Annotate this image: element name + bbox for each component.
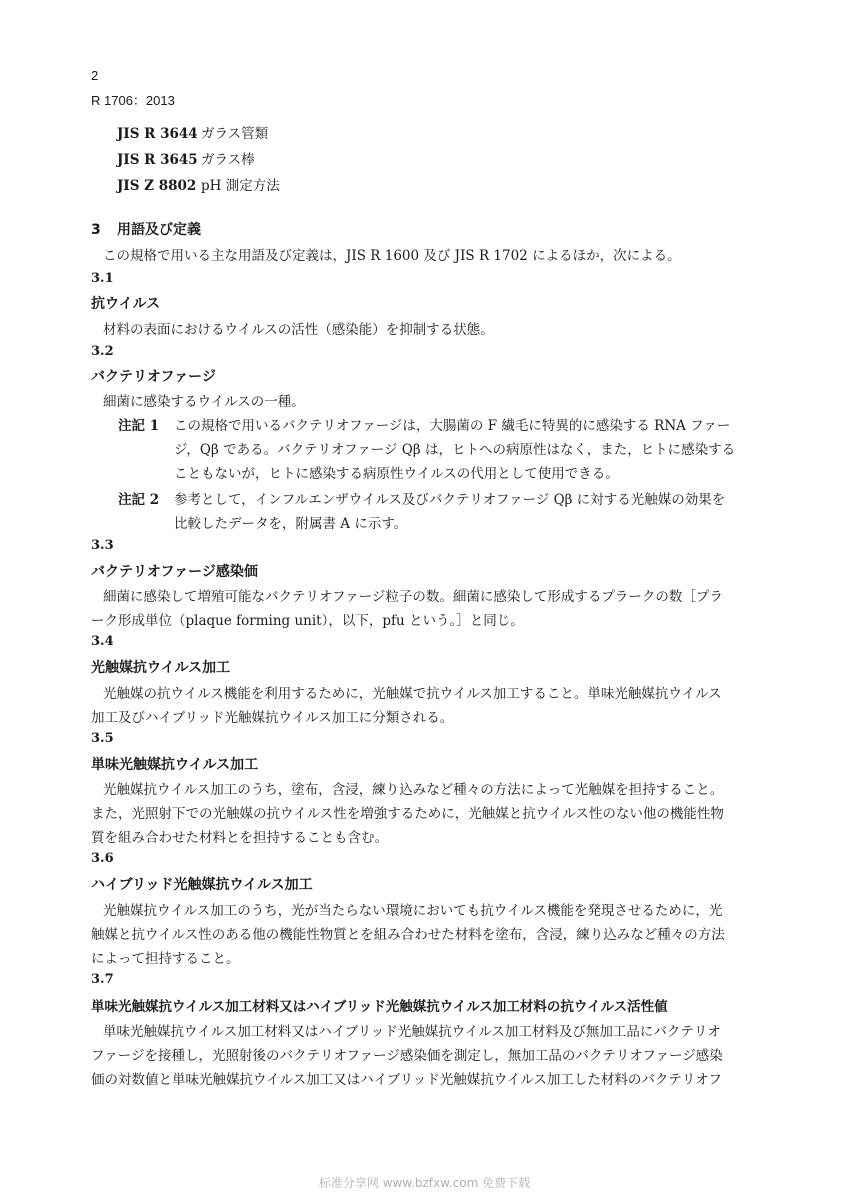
term-number: 3.5 <box>91 731 114 746</box>
term-definition: 光触媒抗ウイルス加工のうち，光が当たらない環境においても抗ウイルス機能を発現させるために，光 <box>103 903 723 919</box>
term-number: 3.1 <box>91 271 114 286</box>
note-text: この規格で用いるバクテリオファージは，大腸菌の F 繊毛に特異的に感染する RNA ファー <box>174 418 731 434</box>
term-definition: によって担持すること。 <box>91 951 240 967</box>
term-title: バクテリオファージ感染価 <box>91 564 258 580</box>
term-definition: 触媒と抗ウイルス性のある他の機能性物質とを組み合わせた材料を塗布，含浸，練り込みなど種々の方法 <box>91 927 725 943</box>
term-title: バクテリオファージ <box>91 369 216 385</box>
section-heading: 3 用語及び定義 <box>91 222 201 238</box>
reference-item: JIS R 3645 ガラス棒 <box>117 152 255 168</box>
term-definition: ーク形成単位（plaque forming unit），以下，pfu という。］と同じ。 <box>91 613 524 629</box>
note-label: 注記 2 <box>118 492 160 508</box>
term-title: 抗ウイルス <box>91 296 161 312</box>
term-definition: 加工及びハイブリッド光触媒抗ウイルス加工に分類される。 <box>91 710 454 726</box>
term-definition: ファージを接種し，光照射後のバクテリオファージ感染価を測定し，無加工品のバクテリオファージ感染 <box>91 1048 723 1064</box>
document-id: R 1706：2013 <box>91 93 175 108</box>
term-title: 単味光触媒抗ウイルス加工 <box>91 757 259 773</box>
term-definition: 細菌に感染して増殖可能なバクテリオファージ粒子の数。細菌に感染して形成するプラークの数［プラ <box>103 589 723 605</box>
term-definition: 光触媒抗ウイルス加工のうち，塗布，含浸，練り込みなど種々の方法によって光触媒を担持すること。 <box>103 782 724 798</box>
note-text: 比較したデータを，附属書 A に示す。 <box>174 516 408 532</box>
section-intro: この規格で用いる主な用語及び定義は，JIS R 1600 及び JIS R 1702 によるほか，次による。 <box>103 248 681 264</box>
footer-watermark: 标准分享网 www.bzfxw.com 免费下载 <box>318 1176 531 1190</box>
reference-item: JIS Z 8802 pH 測定方法 <box>117 178 280 194</box>
note-text: ジ，Qβ である。バクテリオファージ Qβ は，ヒトへの病原性はなく，また，ヒトに感染する <box>174 442 736 458</box>
term-title: ハイブリッド光触媒抗ウイルス加工 <box>91 877 313 893</box>
term-title: 単味光触媒抗ウイルス加工材料又はハイブリッド光触媒抗ウイルス加工材料の抗ウイルス活性値 <box>91 999 668 1015</box>
term-number: 3.2 <box>91 344 114 359</box>
term-number: 3.3 <box>91 538 114 553</box>
term-number: 3.6 <box>91 851 114 866</box>
term-title: 光触媒抗ウイルス加工 <box>91 660 231 676</box>
note-text: 参考として，インフルエンザウイルス及びバクテリオファージ Qβ に対する光触媒の効果を <box>174 492 726 508</box>
term-definition: また，光照射下での光触媒の抗ウイルス性を増強するために，光触媒と抗ウイルス性のない他の機能性物 <box>91 806 724 822</box>
term-definition: 材料の表面におけるウイルスの活性（感染能）を抑制する状態。 <box>103 322 494 338</box>
page-number: 2 <box>91 68 99 83</box>
term-number: 3.7 <box>91 972 114 987</box>
reference-item: JIS R 3644 ガラス管類 <box>117 126 269 142</box>
term-definition: 単味光触媒抗ウイルス加工材料又はハイブリッド光触媒抗ウイルス加工材料及び無加工品にバクテリオ <box>103 1024 721 1040</box>
note-text: こともないが，ヒトに感染する病原性ウイルスの代用として使用できる。 <box>174 466 619 482</box>
term-definition: 質を組み合わせた材料とを担持することも含む。 <box>91 830 388 846</box>
term-number: 3.4 <box>91 634 114 649</box>
term-definition: 光触媒の抗ウイルス機能を利用するために，光触媒で抗ウイルス加工すること。単味光触媒抗ウイルス <box>103 686 722 702</box>
term-definition: 価の対数値と単味光触媒抗ウイルス加工又はハイブリッド光触媒抗ウイルス加工した材料のバクテリオフ <box>91 1072 722 1088</box>
note-label: 注記 1 <box>118 418 160 434</box>
term-definition: 細菌に感染するウイルスの一種。 <box>103 394 305 410</box>
